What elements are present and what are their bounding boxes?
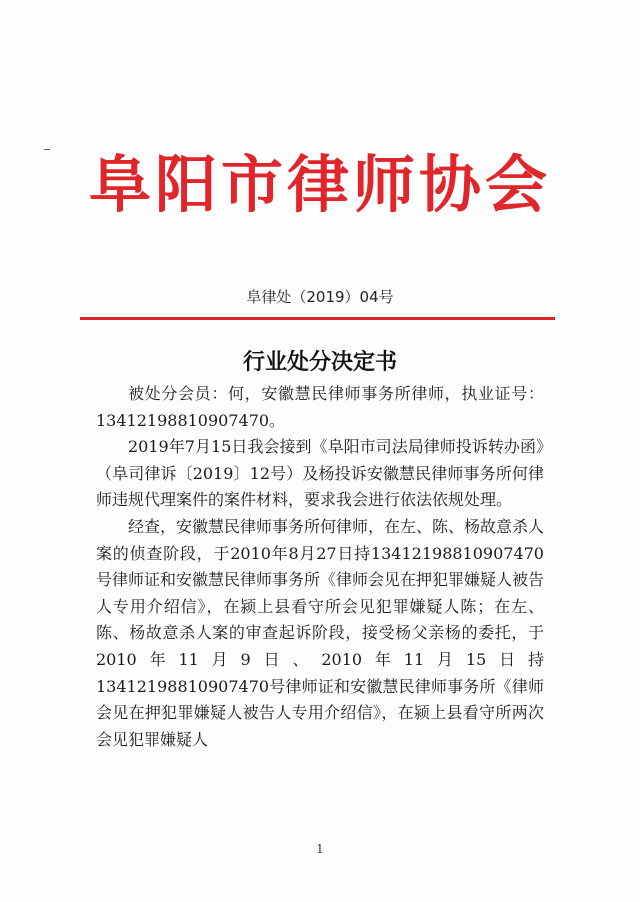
- document-number: 阜律处（2019）04号: [246, 288, 394, 306]
- page-number: 1: [316, 842, 324, 856]
- paragraph-member-info: 被处分会员：何，安徽慧民律师事务所律师，执业证号：13412198810907470。: [96, 384, 544, 430]
- decision-title: 行业处分决定书: [242, 350, 397, 375]
- paragraph-complaint: 2019年7月15日我会接到《阜阳市司法局律师投诉转办函》（阜司律诉〔2019〕12号）及杨投诉安徽慧民律师事务所何律师违规代理案件的案件材料，要求我会进行依法依规处理。: [96, 437, 544, 510]
- paragraph-investigation: 经查，安徽慧民律师事务所何律师，在左、陈、杨故意杀人案的侦查阶段，于2010年8月27日持13412198810907470号律师证和安徽慧民律师事务所《律师会见在押犯罪嫌疑人被告人专用介绍信》，在颍上县看守所会见犯罪嫌疑人陈；在左、陈、杨故意杀人案的审查起诉阶段，接受杨父亲杨的委托，于2010年11月9日、2010年11月15日持13412198810907470号律师证和安徽慧民律师事务所《律师会见在押犯罪嫌疑人被告人专用介绍信》，在颍上县看守所两次会见犯罪嫌疑人: [96, 516, 545, 749]
- red-divider-line: [80, 317, 555, 320]
- body-text: [96, 381, 544, 753]
- organization-title: 阜阳市律师协会: [88, 148, 551, 221]
